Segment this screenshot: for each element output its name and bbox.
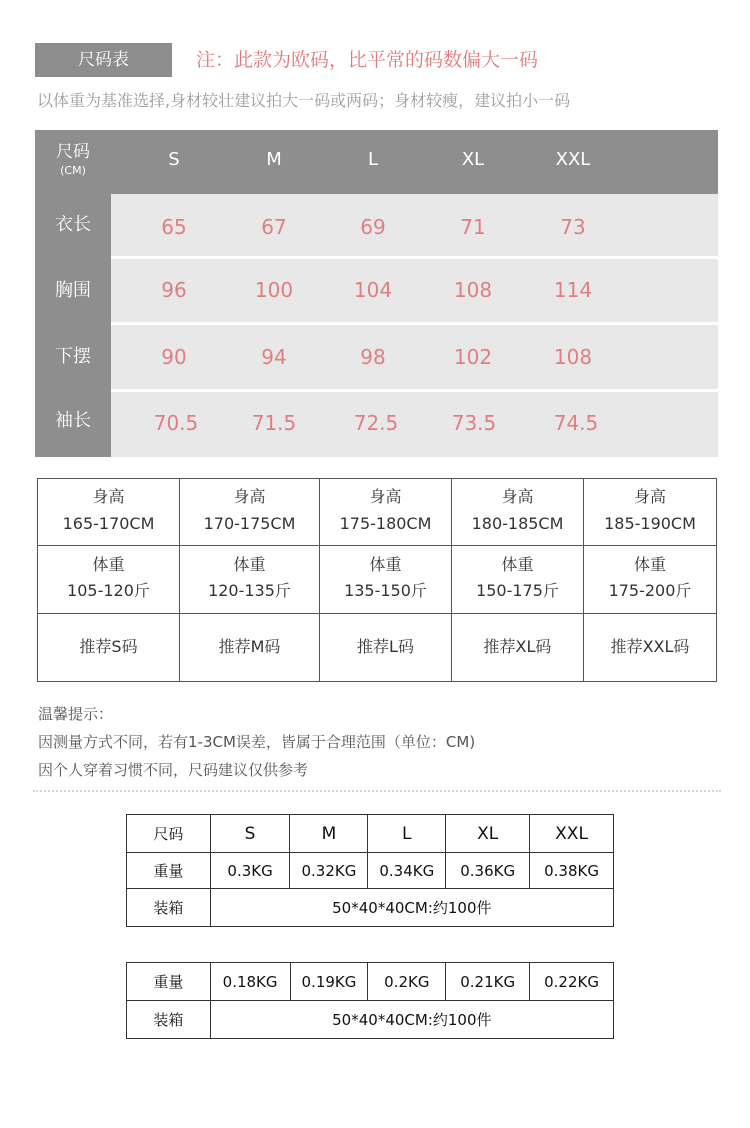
size-value: 71	[460, 215, 486, 239]
weight-range: 135-150斤	[344, 581, 427, 600]
weight-label-cell: 重量	[127, 853, 211, 889]
weight-cell: 0.19KG	[290, 963, 368, 1001]
packing-table-1	[126, 814, 614, 927]
size-value: 65	[161, 215, 187, 239]
weight-cell: 0.21KG	[446, 963, 530, 1001]
tips-line-2: 因个人穿着习惯不同，尺码建议仅供参考	[38, 761, 309, 779]
tips-heading: 温馨提示：	[38, 705, 114, 723]
size-recommendation-table	[37, 478, 717, 682]
weight-range: 150-175斤	[476, 581, 559, 600]
height-label: 身高	[501, 487, 534, 506]
size-header-m: M	[266, 149, 282, 170]
size-cell: XXL	[530, 815, 614, 853]
size-cell: L	[368, 815, 446, 853]
corner-unit: (CM)	[60, 164, 86, 177]
row-label-sleeve: 袖长	[55, 410, 91, 431]
height-label: 身高	[92, 487, 125, 506]
height-label: 身高	[633, 487, 666, 506]
height-range: 180-185CM	[471, 514, 564, 533]
size-value: 96	[161, 278, 187, 302]
weight-cell: 0.18KG	[210, 963, 290, 1001]
weight-label-cell: 重量	[127, 963, 211, 1001]
recommended-size: 推荐L码	[357, 637, 414, 656]
size-header-l: L	[367, 149, 379, 170]
size-cell: XL	[446, 815, 530, 853]
dotted-divider	[33, 790, 721, 792]
weight-label: 体重	[501, 555, 534, 574]
height-range: 170-175CM	[203, 514, 296, 533]
row-label-length: 衣长	[55, 214, 91, 235]
height-range: 165-170CM	[62, 514, 155, 533]
size-chart	[35, 130, 718, 457]
weight-label: 体重	[633, 555, 666, 574]
sizing-note: 注：此款为欧码，比平常的码数偏大一码	[196, 49, 539, 71]
size-value: 71.5	[251, 411, 297, 435]
recommended-size: 推荐M码	[218, 637, 281, 656]
size-header-xxl: XXL	[555, 149, 591, 170]
weight-range: 120-135斤	[208, 581, 291, 600]
size-value: 104	[353, 278, 393, 302]
size-value: 100	[254, 278, 294, 302]
corner-label: 尺码	[56, 142, 90, 162]
size-value: 102	[453, 345, 493, 369]
row-divider	[38, 613, 716, 614]
row-label-hem: 下摆	[55, 346, 91, 367]
size-cell: S	[210, 815, 290, 853]
row-divider	[38, 545, 716, 546]
size-value: 74.5	[553, 411, 599, 435]
weight-cell: 0.3KG	[210, 853, 290, 889]
size-value: 108	[453, 278, 493, 302]
recommended-size: 推荐XL码	[483, 637, 552, 656]
weight-range: 175-200斤	[608, 581, 692, 600]
size-value: 67	[261, 215, 287, 239]
size-cell: M	[290, 815, 368, 853]
weight-range: 105-120斤	[67, 581, 150, 600]
size-value: 114	[553, 278, 593, 302]
height-range: 175-180CM	[339, 514, 432, 533]
box-label-cell: 装箱	[127, 889, 211, 927]
tips-line-1: 因测量方式不同，若有1-3CM误差，皆属于合理范围（单位：CM)	[38, 733, 476, 751]
height-label: 身高	[233, 487, 266, 506]
weight-label: 体重	[92, 555, 125, 574]
size-value: 73	[560, 215, 586, 239]
box-spec-cell: 50*40*40CM:约100件	[210, 1001, 613, 1039]
size-value: 98	[360, 345, 386, 369]
recommended-size: 推荐S码	[79, 637, 138, 656]
height-label: 身高	[369, 487, 402, 506]
weight-label: 体重	[233, 555, 266, 574]
row-label-chest: 胸围	[55, 280, 91, 301]
size-value: 72.5	[353, 411, 399, 435]
sizing-advice: 以体重为基准选择,身材较壮建议拍大一码或两码；身材较瘦，建议拍小一码	[37, 91, 571, 110]
weight-cell: 0.38KG	[530, 853, 614, 889]
recommended-size: 推荐XXL码	[610, 637, 690, 656]
size-chart-corner	[35, 130, 111, 194]
size-chart-title: 尺码表	[35, 43, 172, 77]
weight-cell: 0.22KG	[530, 963, 614, 1001]
weight-label: 体重	[369, 555, 402, 574]
box-spec-cell: 50*40*40CM:约100件	[210, 889, 613, 927]
size-value: 73.5	[451, 411, 497, 435]
weight-cell: 0.36KG	[446, 853, 530, 889]
size-value: 90	[161, 345, 187, 369]
size-label-cell: 尺码	[127, 815, 211, 853]
weight-cell: 0.2KG	[368, 963, 446, 1001]
size-header-s: S	[168, 149, 180, 170]
size-value: 94	[261, 345, 287, 369]
weight-cell: 0.34KG	[368, 853, 446, 889]
size-value: 108	[553, 345, 593, 369]
packing-table-2	[126, 962, 614, 1039]
height-range: 185-190CM	[604, 514, 696, 533]
box-label-cell: 装箱	[127, 1001, 211, 1039]
size-header-xl: XL	[461, 149, 485, 170]
size-value: 70.5	[153, 411, 199, 435]
size-value: 69	[360, 215, 386, 239]
weight-cell: 0.32KG	[290, 853, 368, 889]
